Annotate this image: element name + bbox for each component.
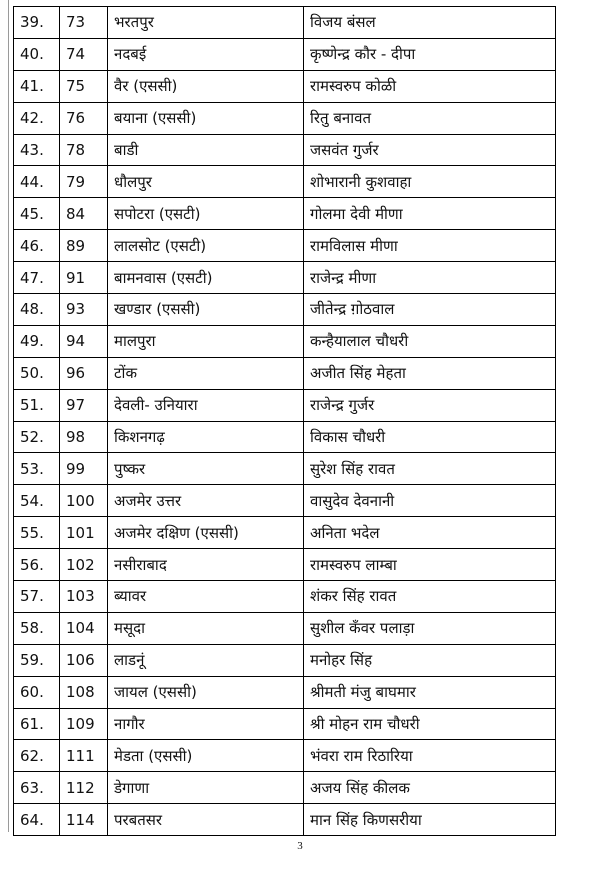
constituency-name-cell: ब्यावर xyxy=(108,581,304,613)
serial-number-cell: 55. xyxy=(14,517,60,549)
table-row xyxy=(14,102,556,134)
serial-number-cell: 42. xyxy=(14,102,60,134)
serial-number-cell: 49. xyxy=(14,325,60,357)
serial-number-cell: 61. xyxy=(14,708,60,740)
constituency-name-cell: पुष्कर xyxy=(108,453,304,485)
candidate-name-cell: मान सिंह किणसरीया xyxy=(304,804,556,836)
constituency-name-cell: जायल (एससी) xyxy=(108,676,304,708)
serial-number-cell: 58. xyxy=(14,612,60,644)
table-row xyxy=(14,166,556,198)
candidate-table-body xyxy=(14,7,556,836)
constituency-name-cell: वैर (एससी) xyxy=(108,70,304,102)
serial-number-cell: 59. xyxy=(14,644,60,676)
constituency-code-cell: 73 xyxy=(60,7,108,39)
constituency-code-cell: 104 xyxy=(60,612,108,644)
constituency-code-cell: 109 xyxy=(60,708,108,740)
table-row xyxy=(14,421,556,453)
table-row xyxy=(14,772,556,804)
serial-number-cell: 48. xyxy=(14,294,60,326)
serial-number-cell: 57. xyxy=(14,581,60,613)
table-row xyxy=(14,262,556,294)
serial-number-cell: 41. xyxy=(14,70,60,102)
constituency-name-cell: बयाना (एससी) xyxy=(108,102,304,134)
serial-number-cell: 45. xyxy=(14,198,60,230)
constituency-name-cell: सपोटरा (एसटी) xyxy=(108,198,304,230)
candidate-name-cell: राजेन्द्र मीणा xyxy=(304,262,556,294)
serial-number-cell: 40. xyxy=(14,38,60,70)
candidate-name-cell: श्री मोहन राम चौधरी xyxy=(304,708,556,740)
serial-number-cell: 39. xyxy=(14,7,60,39)
constituency-code-cell: 99 xyxy=(60,453,108,485)
candidate-name-cell: रामस्वरुप कोळी xyxy=(304,70,556,102)
table-row xyxy=(14,230,556,262)
table-row xyxy=(14,612,556,644)
constituency-code-cell: 96 xyxy=(60,357,108,389)
candidate-name-cell: गोलमा देवी मीणा xyxy=(304,198,556,230)
serial-number-cell: 56. xyxy=(14,549,60,581)
candidate-name-cell: भंवरा राम रिठारिया xyxy=(304,740,556,772)
candidate-name-cell: रामविलास मीणा xyxy=(304,230,556,262)
serial-number-cell: 46. xyxy=(14,230,60,262)
table-row xyxy=(14,357,556,389)
serial-number-cell: 54. xyxy=(14,485,60,517)
candidate-name-cell: श्रीमती मंजु बाघमार xyxy=(304,676,556,708)
constituency-name-cell: भरतपुर xyxy=(108,7,304,39)
constituency-name-cell: अजमेर दक्षिण (एससी) xyxy=(108,517,304,549)
table-row xyxy=(14,549,556,581)
constituency-name-cell: परबतसर xyxy=(108,804,304,836)
candidate-name-cell: राजेन्द्र गुर्जर xyxy=(304,389,556,421)
candidate-name-cell: शंकर सिंह रावत xyxy=(304,581,556,613)
serial-number-cell: 43. xyxy=(14,134,60,166)
page-number: 3 xyxy=(297,840,303,852)
constituency-code-cell: 103 xyxy=(60,581,108,613)
table-row xyxy=(14,676,556,708)
constituency-name-cell: मसूदा xyxy=(108,612,304,644)
table-row xyxy=(14,517,556,549)
candidate-name-cell: रामस्वरुप लाम्बा xyxy=(304,549,556,581)
constituency-code-cell: 78 xyxy=(60,134,108,166)
serial-number-cell: 51. xyxy=(14,389,60,421)
serial-number-cell: 64. xyxy=(14,804,60,836)
constituency-code-cell: 93 xyxy=(60,294,108,326)
constituency-name-cell: नसीराबाद xyxy=(108,549,304,581)
candidate-name-cell: मनोहर सिंह xyxy=(304,644,556,676)
table-row xyxy=(14,70,556,102)
serial-number-cell: 44. xyxy=(14,166,60,198)
table-row xyxy=(14,389,556,421)
constituency-code-cell: 101 xyxy=(60,517,108,549)
constituency-code-cell: 91 xyxy=(60,262,108,294)
candidate-name-cell: जसवंत गुर्जर xyxy=(304,134,556,166)
constituency-code-cell: 112 xyxy=(60,772,108,804)
serial-number-cell: 63. xyxy=(14,772,60,804)
candidate-name-cell: अजीत सिंह मेहता xyxy=(304,357,556,389)
constituency-name-cell: टोंक xyxy=(108,357,304,389)
constituency-name-cell: लाडनूं xyxy=(108,644,304,676)
constituency-code-cell: 106 xyxy=(60,644,108,676)
constituency-code-cell: 108 xyxy=(60,676,108,708)
candidate-name-cell: अजय सिंह कीलक xyxy=(304,772,556,804)
constituency-name-cell: नागौर xyxy=(108,708,304,740)
candidate-name-cell: कृष्णेन्द्र कौर - दीपा xyxy=(304,38,556,70)
constituency-code-cell: 100 xyxy=(60,485,108,517)
table-row xyxy=(14,294,556,326)
constituency-code-cell: 89 xyxy=(60,230,108,262)
constituency-name-cell: बामनवास (एसटी) xyxy=(108,262,304,294)
constituency-name-cell: खण्डार (एससी) xyxy=(108,294,304,326)
constituency-code-cell: 114 xyxy=(60,804,108,836)
candidate-name-cell: सुशील कँवर पलाड़ा xyxy=(304,612,556,644)
table-row xyxy=(14,7,556,39)
left-margin-rule xyxy=(8,0,9,832)
table-row xyxy=(14,581,556,613)
constituency-code-cell: 94 xyxy=(60,325,108,357)
candidate-name-cell: वासुदेव देवनानी xyxy=(304,485,556,517)
table-row xyxy=(14,708,556,740)
constituency-name-cell: मालपुरा xyxy=(108,325,304,357)
table-row xyxy=(14,38,556,70)
serial-number-cell: 62. xyxy=(14,740,60,772)
candidate-name-cell: जीतेन्द्र ग़ोठवाल xyxy=(304,294,556,326)
constituency-code-cell: 98 xyxy=(60,421,108,453)
constituency-name-cell: किशनगढ़ xyxy=(108,421,304,453)
constituency-code-cell: 102 xyxy=(60,549,108,581)
candidate-name-cell: सुरेश सिंह रावत xyxy=(304,453,556,485)
table-row xyxy=(14,198,556,230)
constituency-name-cell: धौलपुर xyxy=(108,166,304,198)
constituency-name-cell: अजमेर उत्तर xyxy=(108,485,304,517)
candidate-name-cell: अनिता भदेल xyxy=(304,517,556,549)
constituency-name-cell: मेडता (एससी) xyxy=(108,740,304,772)
constituency-code-cell: 97 xyxy=(60,389,108,421)
constituency-code-cell: 79 xyxy=(60,166,108,198)
constituency-code-cell: 84 xyxy=(60,198,108,230)
constituency-code-cell: 111 xyxy=(60,740,108,772)
serial-number-cell: 60. xyxy=(14,676,60,708)
table-row xyxy=(14,325,556,357)
candidate-name-cell: शोभारानी कुशवाहा xyxy=(304,166,556,198)
constituency-code-cell: 75 xyxy=(60,70,108,102)
table-row xyxy=(14,453,556,485)
serial-number-cell: 47. xyxy=(14,262,60,294)
constituency-name-cell: डेगाणा xyxy=(108,772,304,804)
table-row xyxy=(14,740,556,772)
table-row xyxy=(14,804,556,836)
constituency-name-cell: देवली- उनियारा xyxy=(108,389,304,421)
serial-number-cell: 50. xyxy=(14,357,60,389)
candidate-table xyxy=(13,6,556,836)
serial-number-cell: 53. xyxy=(14,453,60,485)
table-row xyxy=(14,134,556,166)
constituency-name-cell: बाडी xyxy=(108,134,304,166)
candidate-name-cell: कन्हैयालाल चौधरी xyxy=(304,325,556,357)
candidate-name-cell: विजय बंसल xyxy=(304,7,556,39)
constituency-name-cell: नदबई xyxy=(108,38,304,70)
candidate-name-cell: विकास चौधरी xyxy=(304,421,556,453)
constituency-code-cell: 76 xyxy=(60,102,108,134)
constituency-code-cell: 74 xyxy=(60,38,108,70)
table-row xyxy=(14,644,556,676)
serial-number-cell: 52. xyxy=(14,421,60,453)
constituency-name-cell: लालसोट (एसटी) xyxy=(108,230,304,262)
candidate-name-cell: रितु बनावत xyxy=(304,102,556,134)
table-row xyxy=(14,485,556,517)
